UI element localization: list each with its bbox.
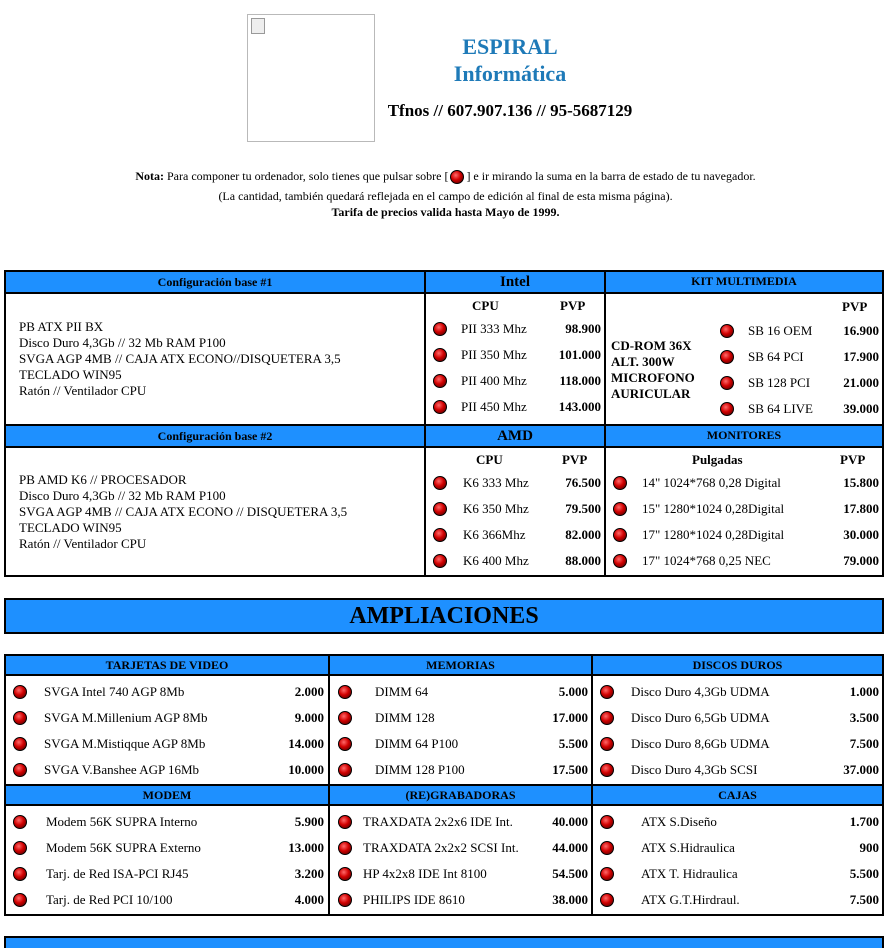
intel-cpu-col: CPU <box>472 298 499 313</box>
multimedia-select-dot-icon[interactable] <box>720 376 734 390</box>
amd-select-dot-icon[interactable] <box>433 528 447 542</box>
memorias-item-price: 17.500 <box>552 762 588 777</box>
memorias-item-name: DIMM 64 P100 <box>375 736 459 751</box>
config2-line: TECLADO WIN95 <box>19 520 122 535</box>
video-select-dot-icon[interactable] <box>13 711 27 725</box>
config1-line: Disco Duro 4,3Gb // 32 Mb RAM P100 <box>19 335 226 350</box>
intel-item-price: 98.900 <box>565 321 601 336</box>
modem-select-dot-icon[interactable] <box>13 893 27 907</box>
company-subtitle: Informática <box>453 61 567 86</box>
discos-header: DISCOS DUROS <box>593 656 882 674</box>
intel-header: Intel <box>426 272 604 292</box>
memorias-item-price: 5.500 <box>558 736 588 751</box>
note-text-after: ] e ir mirando la suma en la barra de estado de tu navegador. <box>466 169 756 183</box>
video-item-price: 9.000 <box>294 710 324 725</box>
modem-item-price: 5.900 <box>294 814 324 829</box>
config2-line: SVGA AGP 4MB // CAJA ATX ECONO // DISQUETERA 3,5 <box>19 504 348 519</box>
discos-item-name: Disco Duro 8,6Gb UDMA <box>631 736 770 751</box>
config2-header: Configuración base #2 <box>6 426 424 446</box>
cajas-item-price: 900 <box>859 840 879 855</box>
monitores-select-dot-icon[interactable] <box>613 554 627 568</box>
amd-item-price: 88.000 <box>565 553 601 568</box>
video-item-price: 14.000 <box>288 736 324 751</box>
monitores-pulgadas-col: Pulgadas <box>692 452 743 467</box>
cajas-select-dot-icon[interactable] <box>600 893 614 907</box>
multimedia-item-name: SB 128 PCI <box>748 375 811 390</box>
modem-item-name: Tarj. de Red PCI 10/100 <box>46 892 173 907</box>
monitores-item-name: 15" 1280*1024 0,28Digital <box>642 501 785 516</box>
intel-item-name: PII 450 Mhz <box>461 399 527 414</box>
intel-select-dot-icon[interactable] <box>433 348 447 362</box>
discos-item-price: 7.500 <box>849 736 879 751</box>
cajas-select-dot-icon[interactable] <box>600 841 614 855</box>
broken-image-icon <box>251 18 265 34</box>
video-item-name: SVGA V.Banshee AGP 16Mb <box>44 762 200 777</box>
monitores-item-name: 17" 1024*768 0,25 NEC <box>642 553 771 568</box>
modem-item-price: 4.000 <box>294 892 324 907</box>
grabadoras-item-name: TRAXDATA 2x2x6 IDE Int. <box>363 814 513 829</box>
modem-item-price: 3.200 <box>294 866 324 881</box>
cajas-select-dot-icon[interactable] <box>600 815 614 829</box>
amd-select-dot-icon[interactable] <box>433 554 447 568</box>
grabadoras-item-price: 54.500 <box>552 866 588 881</box>
amd-item-price: 76.500 <box>565 475 601 490</box>
discos-item-price: 1.000 <box>849 684 879 699</box>
config1-line: Ratón // Ventilador CPU <box>19 383 147 398</box>
multimedia-select-dot-icon[interactable] <box>720 402 734 416</box>
modem-select-dot-icon[interactable] <box>13 815 27 829</box>
amd-item-name: K6 350 Mhz <box>463 501 529 516</box>
multimedia-item-price: 21.000 <box>843 375 879 390</box>
monitores-select-dot-icon[interactable] <box>613 502 627 516</box>
grabadoras-select-dot-icon[interactable] <box>338 893 352 907</box>
multimedia-item-price: 39.000 <box>843 401 879 416</box>
discos-item-price: 37.000 <box>843 762 879 777</box>
cajas-select-dot-icon[interactable] <box>600 867 614 881</box>
amd-select-dot-icon[interactable] <box>433 476 447 490</box>
grabadoras-item-name: HP 4x2x8 IDE Int 8100 <box>363 866 487 881</box>
monitores-item-price: 79.000 <box>843 553 879 568</box>
monitores-select-dot-icon[interactable] <box>613 528 627 542</box>
discos-select-dot-icon[interactable] <box>600 711 614 725</box>
video-item-price: 2.000 <box>294 684 324 699</box>
memorias-item-name: DIMM 64 <box>375 684 429 699</box>
logo-image <box>247 14 375 142</box>
intel-select-dot-icon[interactable] <box>433 400 447 414</box>
memorias-select-dot-icon[interactable] <box>338 711 352 725</box>
modem-select-dot-icon[interactable] <box>13 867 27 881</box>
cajas-item-price: 7.500 <box>849 892 879 907</box>
memorias-item-price: 5.000 <box>558 684 588 699</box>
multimedia-pvp-col: PVP <box>842 299 868 314</box>
monitores-item-price: 15.800 <box>843 475 879 490</box>
config1-header: Configuración base #1 <box>6 272 424 292</box>
memorias-select-dot-icon[interactable] <box>338 737 352 751</box>
video-item-name: SVGA M.Mistiqque AGP 8Mb <box>44 736 206 751</box>
grabadoras-item-price: 44.000 <box>552 840 588 855</box>
discos-select-dot-icon[interactable] <box>600 685 614 699</box>
multimedia-select-dot-icon[interactable] <box>720 350 734 364</box>
intel-item-name: PII 400 Mhz <box>461 373 527 388</box>
note-text-before: Para componer tu ordenador, solo tienes que pulsar sobre [ <box>164 169 449 183</box>
video-item-name: SVGA M.Millenium AGP 8Mb <box>44 710 208 725</box>
multimedia-item-price: 17.900 <box>843 349 879 364</box>
video-select-dot-icon[interactable] <box>13 763 27 777</box>
grabadoras-item-price: 40.000 <box>552 814 588 829</box>
mmdesc-line: CD-ROM 36X <box>611 338 692 353</box>
video-select-dot-icon[interactable] <box>13 685 27 699</box>
amd-cpu-col: CPU <box>476 452 503 467</box>
discos-item-name: Disco Duro 4,3Gb UDMA <box>631 684 770 699</box>
modem-item-name: Modem 56K SUPRA Externo <box>46 840 201 855</box>
config1-line: SVGA AGP 4MB // CAJA ATX ECONO//DISQUETERA 3,5 <box>19 351 341 366</box>
modem-item-price: 13.000 <box>288 840 324 855</box>
memorias-item-price: 17.000 <box>552 710 588 725</box>
intel-select-dot-icon[interactable] <box>433 322 447 336</box>
discos-select-dot-icon[interactable] <box>600 737 614 751</box>
amd-item-price: 82.000 <box>565 527 601 542</box>
config2-line: Disco Duro 4,3Gb // 32 Mb RAM P100 <box>19 488 226 503</box>
discos-item-name: Disco Duro 4,3Gb SCSI <box>631 762 758 777</box>
discos-item-price: 3.500 <box>849 710 879 725</box>
monitores-item-price: 17.800 <box>843 501 879 516</box>
mmdesc-line: AURICULAR <box>611 386 691 401</box>
amd-header: AMD <box>426 426 604 446</box>
ampliaciones-title: AMPLIACIONES <box>6 600 882 632</box>
config2-line: Ratón // Ventilador CPU <box>19 536 147 551</box>
monitores-pvp-col: PVP <box>840 452 866 467</box>
cajas-item-name: ATX T. Hidraulica <box>641 866 738 881</box>
memorias-header: MEMORIAS <box>330 656 591 674</box>
discos-item-name: Disco Duro 6,5Gb UDMA <box>631 710 770 725</box>
note-line3: Tarifa de precios valida hasta Mayo de 1999. <box>331 205 560 219</box>
phone-numbers: Tfnos // 607.907.136 // 95-5687129 <box>387 101 633 120</box>
monitores-item-name: 17" 1280*1024 0,28Digital <box>642 527 785 542</box>
cajas-header: CAJAS <box>593 786 882 804</box>
company-name: ESPIRAL <box>462 34 558 59</box>
note-line1 <box>0 167 891 185</box>
select-dot-icon <box>450 170 464 184</box>
cajas-item-name: ATX S.Hidraulica <box>641 840 735 855</box>
intel-item-name: PII 350 Mhz <box>461 347 527 362</box>
video-item-price: 10.000 <box>288 762 324 777</box>
monitores-item-name: 14" 1024*768 0,28 Digital <box>642 475 781 490</box>
cajas-item-name: ATX G.T.Hirdraul. <box>641 892 740 907</box>
modem-item-name: Tarj. de Red ISA-PCI RJ45 <box>46 866 189 881</box>
multimedia-item-name: SB 64 LIVE <box>748 401 813 416</box>
multimedia-header: KIT MULTIMEDIA <box>606 272 882 292</box>
intel-select-dot-icon[interactable] <box>433 374 447 388</box>
multimedia-item-name: SB 16 OEM <box>748 323 813 338</box>
cajas-item-name: ATX S.Diseño <box>641 814 717 829</box>
grabadoras-item-name: TRAXDATA 2x2x2 SCSI Int. <box>363 840 519 855</box>
monitores-select-dot-icon[interactable] <box>613 476 627 490</box>
multimedia-select-dot-icon[interactable] <box>720 324 734 338</box>
modem-select-dot-icon[interactable] <box>13 841 27 855</box>
amd-item-name: K6 400 Mhz <box>463 553 529 568</box>
memorias-item-name: DIMM 128 P100 <box>375 762 465 777</box>
grabadoras-item-price: 38.000 <box>552 892 588 907</box>
intel-item-price: 101.000 <box>558 347 601 362</box>
config2-line: PB AMD K6 // PROCESADOR <box>19 472 187 487</box>
grabadoras-select-dot-icon[interactable] <box>338 867 352 881</box>
monitores-header: MONITORES <box>606 426 882 446</box>
grabadoras-select-dot-icon[interactable] <box>338 841 352 855</box>
multimedia-item-price: 16.900 <box>843 323 879 338</box>
discos-select-dot-icon[interactable] <box>600 763 614 777</box>
intel-pvp-col: PVP <box>560 298 586 313</box>
memorias-select-dot-icon[interactable] <box>338 763 352 777</box>
modem-item-name: Modem 56K SUPRA Interno <box>46 814 198 829</box>
grabadoras-header: (RE)GRABADORAS <box>330 786 591 804</box>
intel-item-name: PII 333 Mhz <box>461 321 527 336</box>
amd-item-name: K6 366Mhz <box>463 527 526 542</box>
cajas-item-price: 5.500 <box>849 866 879 881</box>
video-header: TARJETAS DE VIDEO <box>6 656 328 674</box>
memorias-item-name: DIMM 128 <box>375 710 435 725</box>
intel-item-price: 143.000 <box>558 399 601 414</box>
modem-header: MODEM <box>6 786 328 804</box>
note-label: Nota: <box>135 169 164 183</box>
amd-item-name: K6 333 Mhz <box>463 475 529 490</box>
monitores-item-price: 30.000 <box>843 527 879 542</box>
config1-line: PB ATX PII BX <box>19 319 104 334</box>
cajas-item-price: 1.700 <box>849 814 879 829</box>
amd-select-dot-icon[interactable] <box>433 502 447 516</box>
mmdesc-line: ALT. 300W <box>611 354 675 369</box>
next-section-banner <box>6 938 882 948</box>
video-select-dot-icon[interactable] <box>13 737 27 751</box>
note-line2: (La cantidad, también quedará reflejada en el campo de edición al final de esta misma página). <box>218 189 673 203</box>
mmdesc-line: MICROFONO <box>611 370 695 385</box>
amd-pvp-col: PVP <box>562 452 588 467</box>
grabadoras-item-name: PHILIPS IDE 8610 <box>363 892 465 907</box>
video-item-name: SVGA Intel 740 AGP 8Mb <box>44 684 185 699</box>
multimedia-item-name: SB 64 PCI <box>748 349 804 364</box>
config1-line: TECLADO WIN95 <box>19 367 122 382</box>
amd-item-price: 79.500 <box>565 501 601 516</box>
grabadoras-select-dot-icon[interactable] <box>338 815 352 829</box>
intel-item-price: 118.000 <box>559 373 601 388</box>
memorias-select-dot-icon[interactable] <box>338 685 352 699</box>
